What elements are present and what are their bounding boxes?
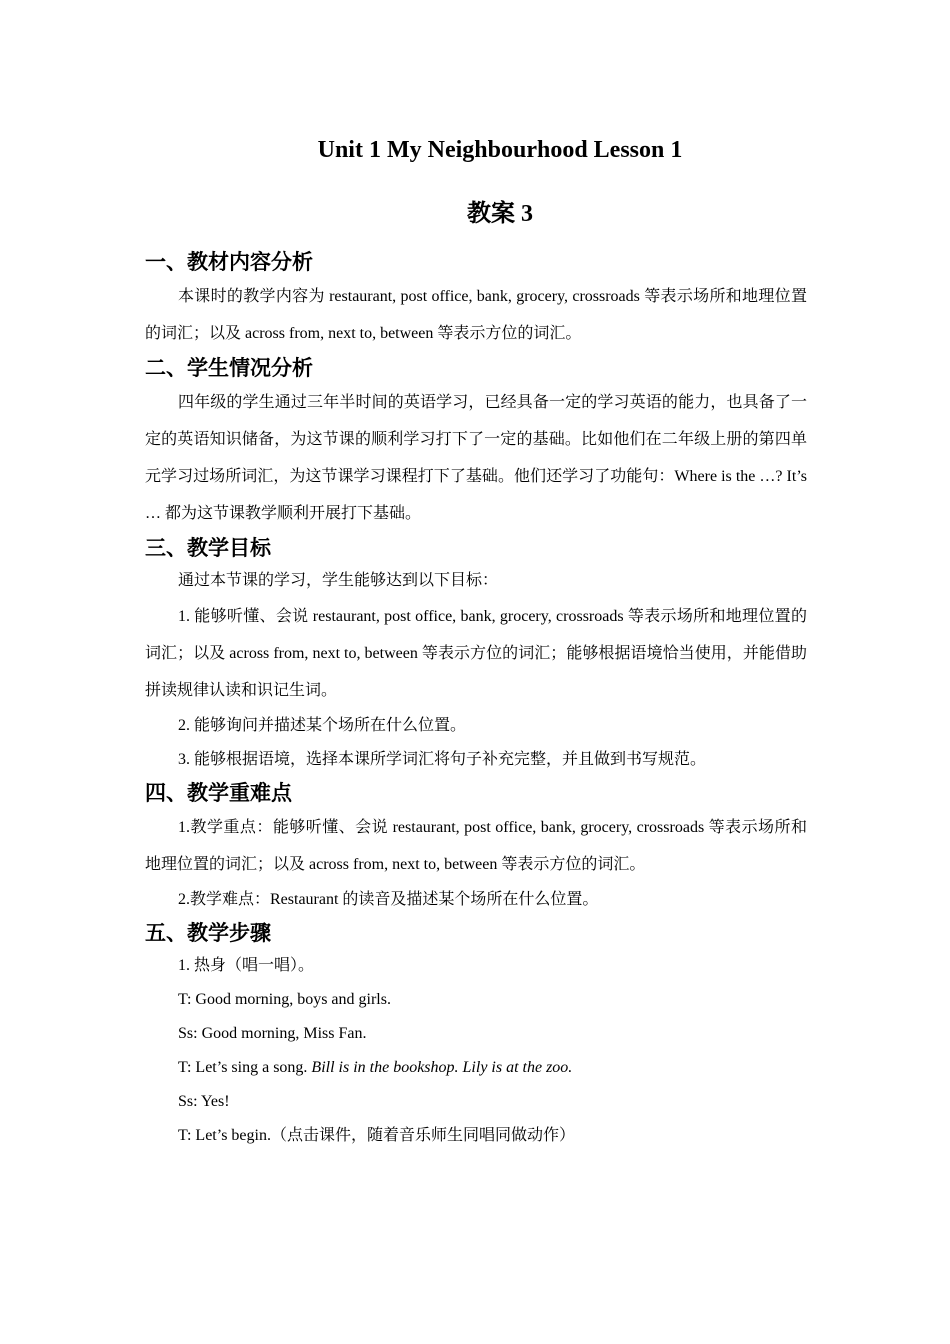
dialogue-line-3 bbox=[145, 1051, 807, 1085]
dialogue-line-1: T: Good morning, boys and girls. bbox=[178, 991, 391, 1008]
document-title: Unit 1 My Neighbourhood Lesson 1 bbox=[317, 137, 683, 163]
keypoint-focus: 1.教学重点：能够听懂、会说 restaurant, post office, bank, grocery, crossroads 等表示场所和地理位置的词汇；以及 across from, next to, between 等表示方位的词汇。 bbox=[145, 819, 807, 873]
dialogue-line-3-text: T: Let’s sing a song. bbox=[178, 1059, 312, 1076]
section-heading-students: 二、学生情况分析 bbox=[145, 356, 313, 380]
section-heading-objectives: 三、教学目标 bbox=[145, 536, 271, 560]
dialogue-line-4: Ss: Yes! bbox=[178, 1093, 230, 1110]
dialogue-line-5: T: Let’s begin.（点击课件，随着音乐师生同唱同做动作） bbox=[178, 1127, 575, 1144]
document-subtitle: 教案 3 bbox=[467, 201, 533, 227]
dialogue-line-2: Ss: Good morning, Miss Fan. bbox=[178, 1025, 367, 1042]
paragraph-students: 四年级的学生通过三年半时间的英语学习，已经具备一定的学习英语的能力，也具备了一定的英语知识储备，为这节课的顺利学习打下了一定的基础。比如他们在二年级上册的第四单元学习过场所词汇，为这节课学习课程打下了基础。他们还学习了功能句：Where is the …? It’s … 都为这节课教学顺利开展打下基础。 bbox=[145, 394, 807, 522]
document-page bbox=[145, 130, 807, 1153]
objective-item-3: 3. 能够根据语境，选择本课所学词汇将句子补充完整，并且做到书写规范。 bbox=[178, 751, 707, 768]
section-heading-steps: 五、教学步骤 bbox=[145, 921, 271, 945]
song-title: Bill is in the bookshop. Lily is at the zoo. bbox=[311, 1059, 573, 1076]
paragraph-material: 本课时的教学内容为 restaurant, post office, bank, grocery, crossroads 等表示场所和地理位置的词汇；以及 across from, next to, between 等表示方位的词汇。 bbox=[145, 288, 807, 342]
section-heading-keypoints: 四、教学重难点 bbox=[145, 781, 292, 805]
step-warmup: 1. 热身（唱一唱）。 bbox=[178, 957, 315, 974]
objectives-intro: 通过本节课的学习，学生能够达到以下目标： bbox=[178, 572, 499, 589]
keypoint-difficulty: 2.教学难点：Restaurant 的读音及描述某个场所在什么位置。 bbox=[178, 891, 599, 908]
section-heading-material: 一、教材内容分析 bbox=[145, 250, 313, 274]
objective-item-1: 1. 能够听懂、会说 restaurant, post office, bank, grocery, crossroads 等表示场所和地理位置的词汇；以及 across from, next to, between 等表示方位的词汇；能够根据语境恰当使用，并能借助拼读规律认读和识记生词。 bbox=[145, 608, 807, 699]
objective-item-2: 2. 能够询问并描述某个场所在什么位置。 bbox=[178, 717, 467, 734]
